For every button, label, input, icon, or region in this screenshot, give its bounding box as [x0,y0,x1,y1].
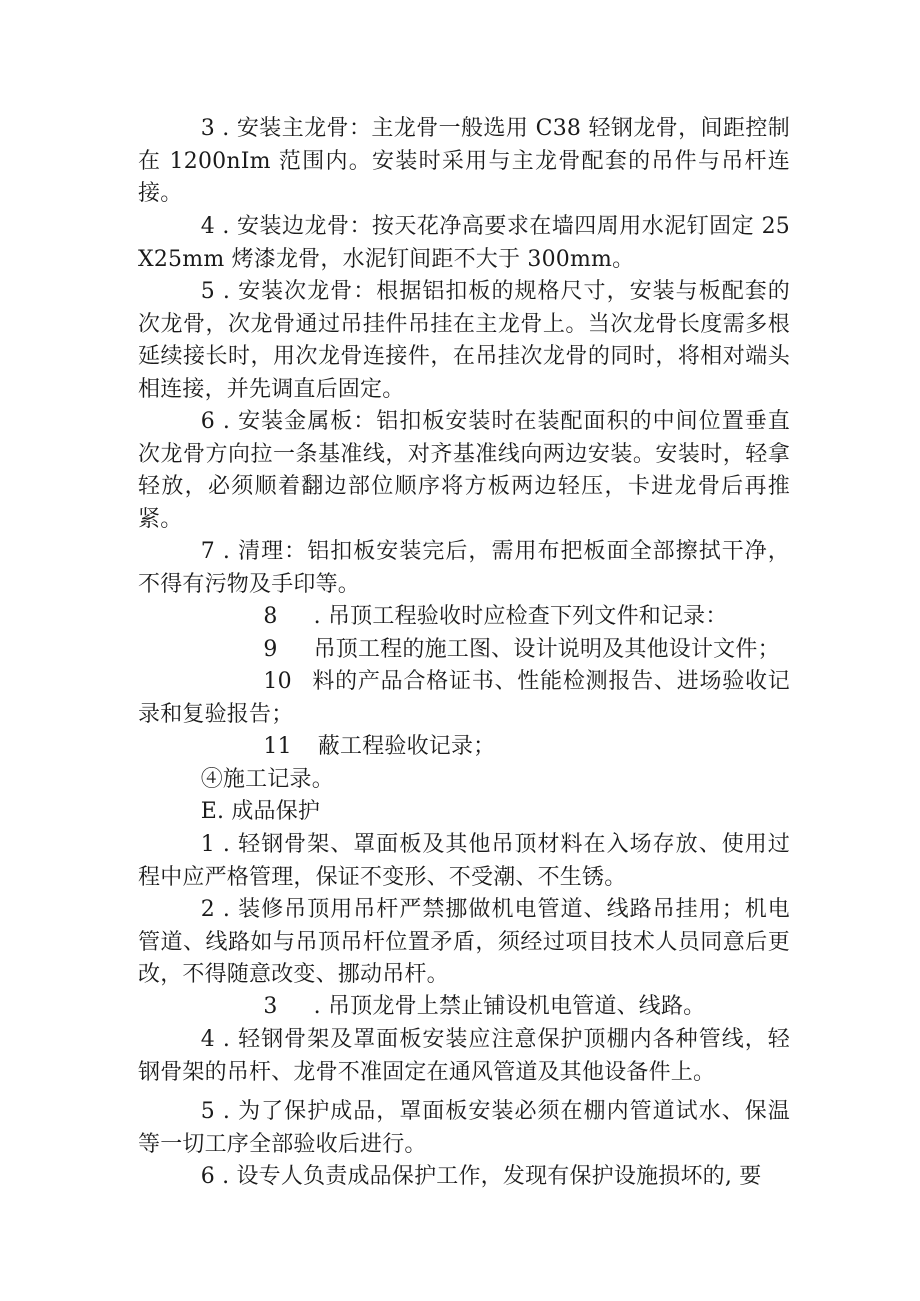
paragraph-protection-5: 5 . 为了保护成品，罩面板安装必须在棚内管道试水、保温等一切工序全部验收后进行。 [138,1099,790,1157]
paragraph-construction-records: ④施工记录。 [200,767,334,792]
paragraph-protection-6: 6 . 设专人负责成品保护工作，发现有保护设施损坏的, 要 [200,1164,762,1189]
item-text: 蔽工程验收记录； [317,734,496,759]
item-number: 3 [263,994,278,1019]
section-heading-finished-product-protection: E. 成品保护 [200,799,321,824]
paragraph-step-3-main-keel: 3 . 安装主龙骨：主龙骨一般选用 C38 轻钢龙骨，间距控制在 1200nIm 范围内。安装时采用与主龙骨配套的吊件与吊杆连接。 [138,116,790,206]
paragraph-step-6-metal-panel: 6 . 安装金属板：铝扣板安装时在装配面积的中间位置垂直次龙骨方向拉一条基准线，对齐基准线向两边安装。安装时，轻拿轻放，必须顺着翻边部位顺序将方板两边轻压，卡进龙骨后再推紧。 [138,409,790,532]
paragraph-step-4-edge-keel: 4 . 安装边龙骨：按天花净高要求在墙四周用水泥钉固定 25X25mm 烤漆龙骨，水泥钉间距不大于 300mm。 [138,214,790,272]
item-text: 吊顶工程的施工图、设计说明及其他设计文件； [313,637,780,662]
paragraph-item-9-drawings [138,634,790,667]
item-text: . 吊顶工程验收时应检查下列文件和记录： [313,604,728,629]
paragraph-protection-2: 2 . 装修吊顶用吊杆严禁挪做机电管道、线路吊挂用；机电管道、线路如与吊顶吊杆位置矛盾，须经过项目技术人员同意后更改，不得随意改变、挪动吊杆。 [138,897,790,987]
paragraph-step-5-secondary-keel: 5 . 安装次龙骨：根据铝扣板的规格尺寸，安装与板配套的次龙骨，次龙骨通过吊挂件吊挂在主龙骨上。当次龙骨长度需多根延续接长时，用次龙骨连接件，在吊挂次龙骨的同时，将相对端头相连接，并先调直后固定。 [138,279,790,402]
item-number: 8 [263,604,278,629]
paragraph-item-10-certificates [138,666,790,731]
paragraph-item-11-concealed-work [138,731,790,764]
item-number: 9 [263,637,278,662]
item-number: 10 [263,669,292,694]
paragraph-protection-1: 1 . 轻钢骨架、罩面板及其他吊顶材料在入场存放、使用过程中应严格管理，保证不变形、不受潮、不生锈。 [138,832,790,890]
item-text: . 吊顶龙骨上禁止铺设机电管道、线路。 [313,994,706,1019]
item-number: 11 [263,734,292,759]
item-text: 料的产品合格证书、性能检测报告、进场验收记录和复验报告； [138,669,790,727]
paragraph-protection-3 [138,991,790,1024]
paragraph-item-8-acceptance [138,601,790,634]
paragraph-protection-4: 4 . 轻钢骨架及罩面板安装应注意保护顶棚内各种管线，轻钢骨架的吊杆、龙骨不准固定在通风管道及其他设备件上。 [138,1027,790,1085]
paragraph-step-7-cleanup: 7 . 清理：铝扣板安装完后，需用布把板面全部擦拭干净，不得有污物及手印等。 [138,539,790,597]
